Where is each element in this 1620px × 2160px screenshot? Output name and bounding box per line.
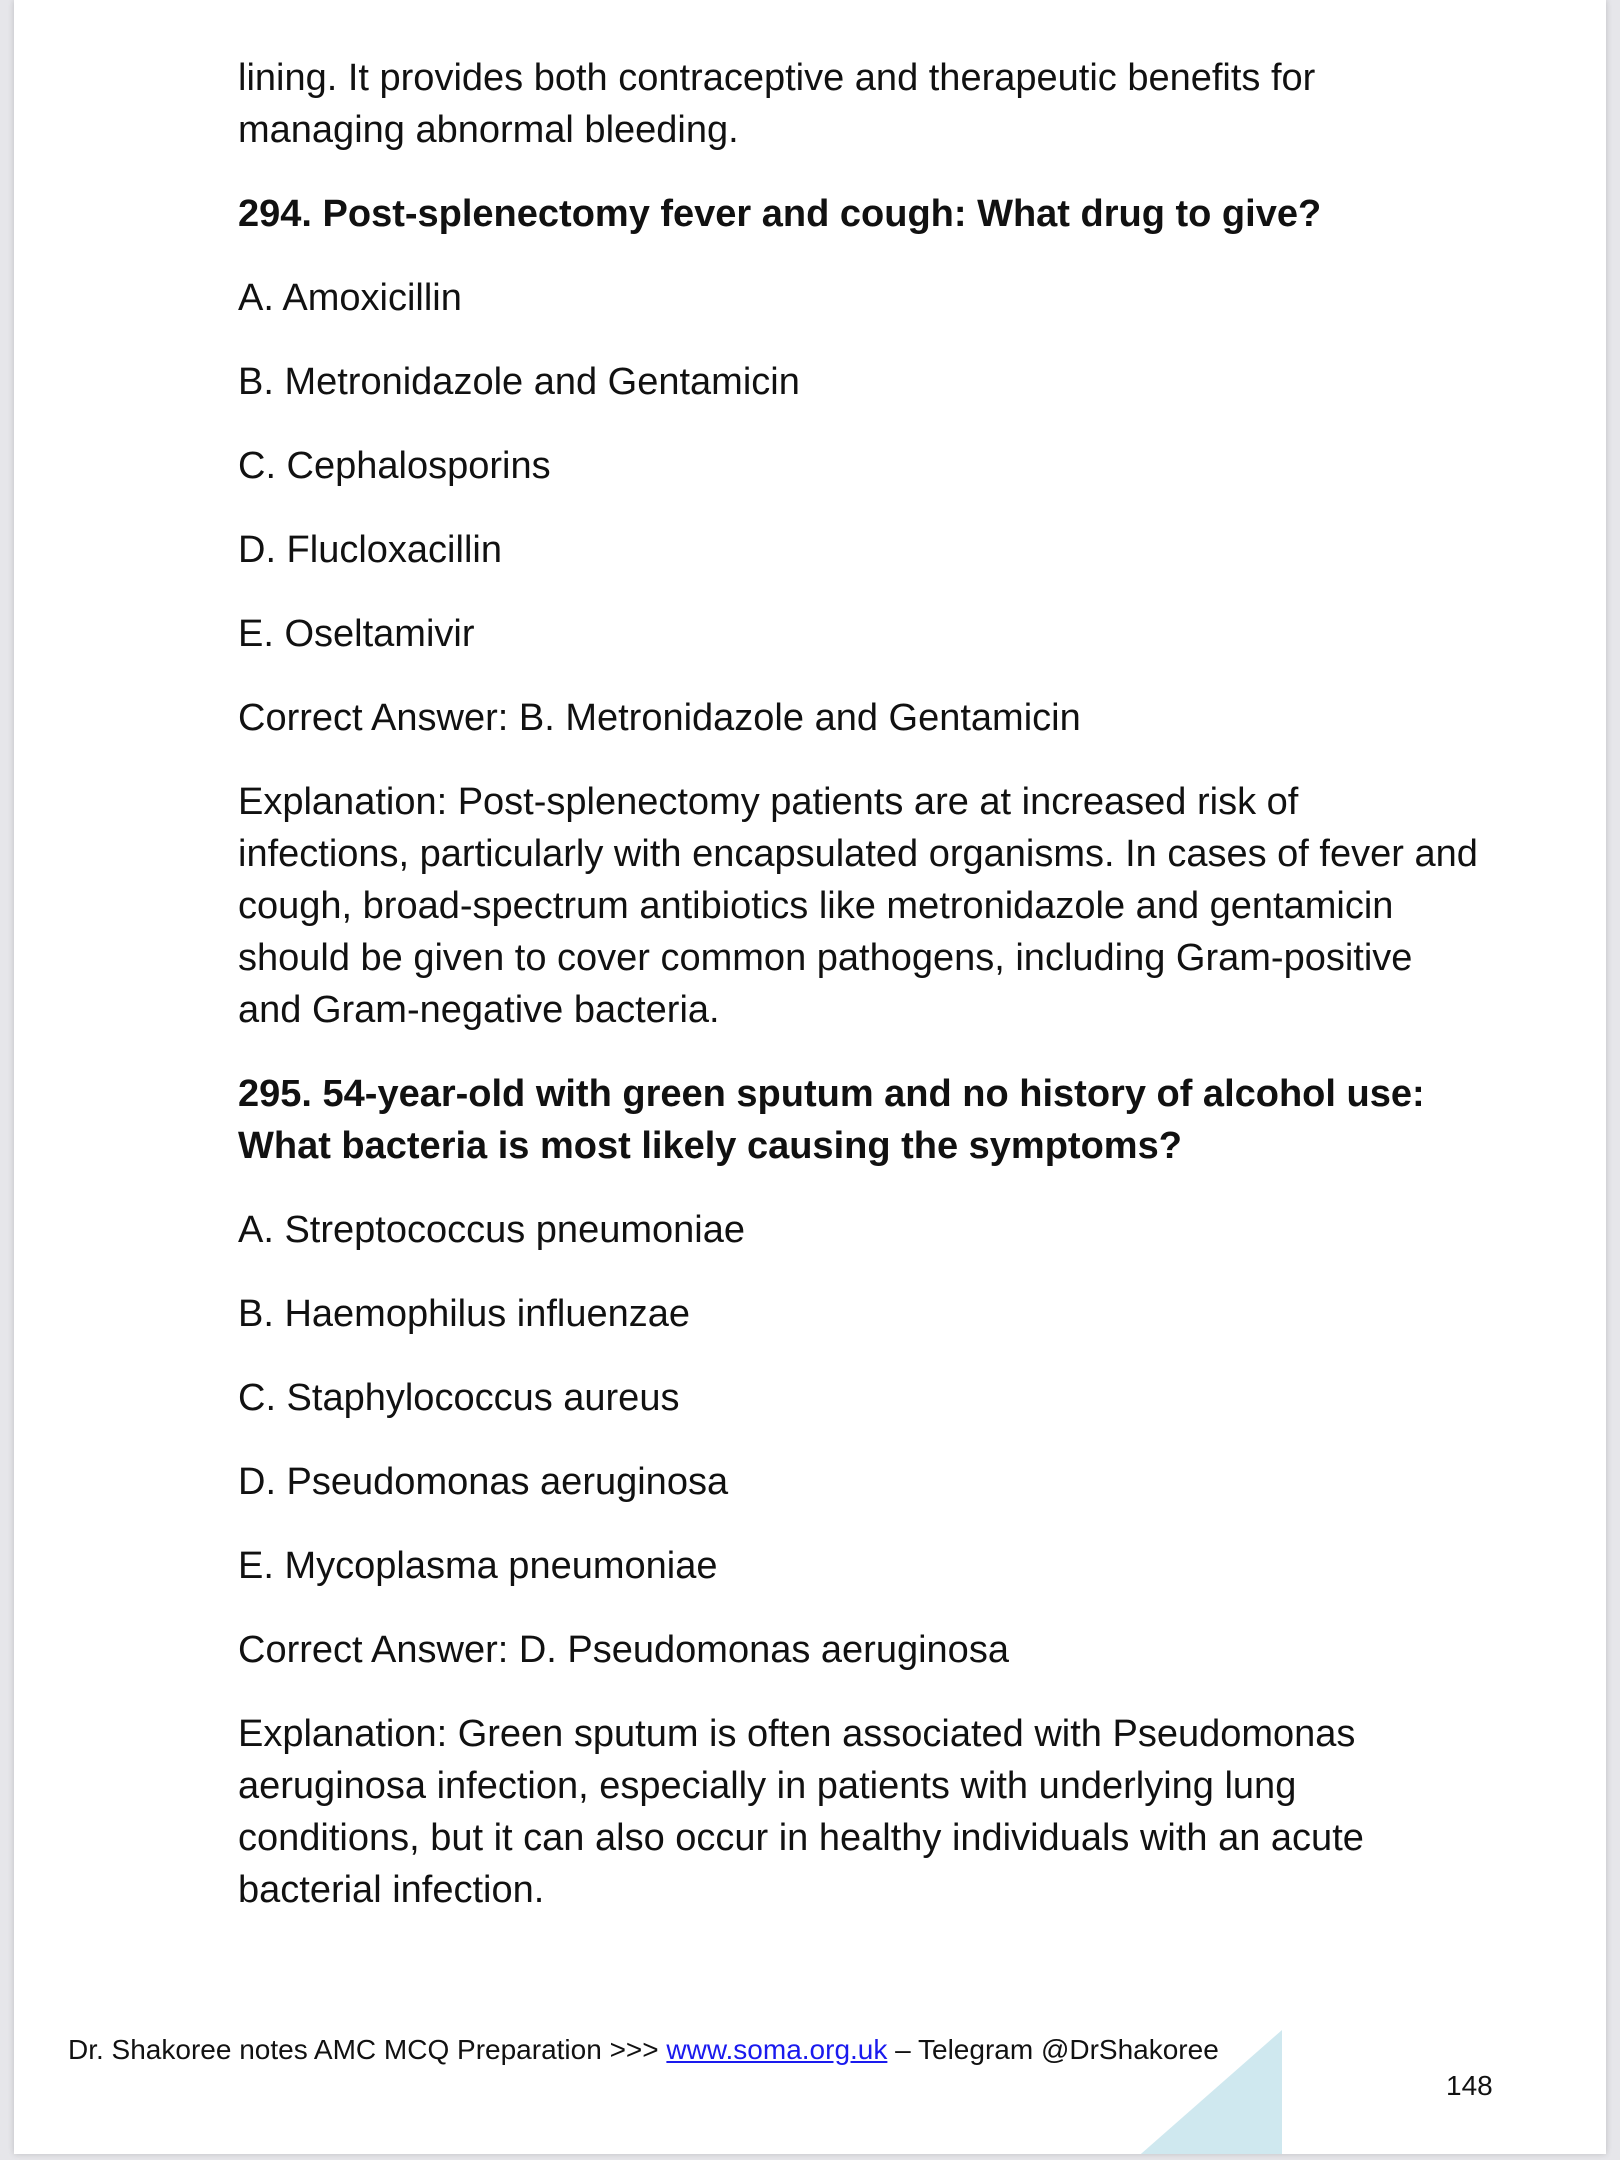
option-c: C. Staphylococcus aureus xyxy=(238,1377,680,1419)
option-e: E. Oseltamivir xyxy=(238,613,475,655)
website-link[interactable]: www.soma.org.uk xyxy=(666,2034,888,2065)
footer-text: Dr. Shakoree notes AMC MCQ Preparation >>> xyxy=(68,2034,667,2065)
option-a: A. Amoxicillin xyxy=(238,277,462,319)
explanation: Explanation: Post-splenectomy patients are at increased risk of infections, particularly with encapsulated organisms. In cases of fever and cough, broad-spectrum antibiotics like metronidazole and gentamicin should be given to cover common pathogens, including Gram-positive and Gram-negative bacteria. xyxy=(238,781,1478,1031)
option-c: C. Cephalosporins xyxy=(238,445,551,487)
explanation: Explanation: Green sputum is often associated with Pseudomonas aeruginosa infection, especially in patients with underlying lung conditions, but it can also occur in healthy individuals with an acute bacterial infection. xyxy=(238,1713,1364,1911)
page-content xyxy=(238,52,1478,1948)
correct-answer: Correct Answer: B. Metronidazole and Gentamicin xyxy=(238,697,1081,739)
option-a: A. Streptococcus pneumoniae xyxy=(238,1209,745,1251)
footer-telegram-text: – Telegram @DrShakoree xyxy=(887,2034,1219,2065)
question-294: 294. Post-splenectomy fever and cough: What drug to give? xyxy=(238,193,1322,235)
option-b: B. Metronidazole and Gentamicin xyxy=(238,361,800,403)
question-295: 295. 54-year-old with green sputum and no history of alcohol use: What bacteria is most likely causing the symptoms? xyxy=(238,1073,1425,1167)
option-d: D. Pseudomonas aeruginosa xyxy=(238,1461,729,1503)
option-e: E. Mycoplasma pneumoniae xyxy=(238,1545,718,1587)
option-b: B. Haemophilus influenzae xyxy=(238,1293,691,1335)
page-number: 148 xyxy=(1446,2070,1493,2101)
document-page xyxy=(14,0,1606,2154)
continued-paragraph: lining. It provides both contraceptive and therapeutic benefits for managing abnormal bleeding. xyxy=(238,57,1316,151)
page-footer xyxy=(68,2032,1219,2068)
option-d: D. Flucloxacillin xyxy=(238,529,502,571)
correct-answer: Correct Answer: D. Pseudomonas aeruginosa xyxy=(238,1629,1009,1671)
